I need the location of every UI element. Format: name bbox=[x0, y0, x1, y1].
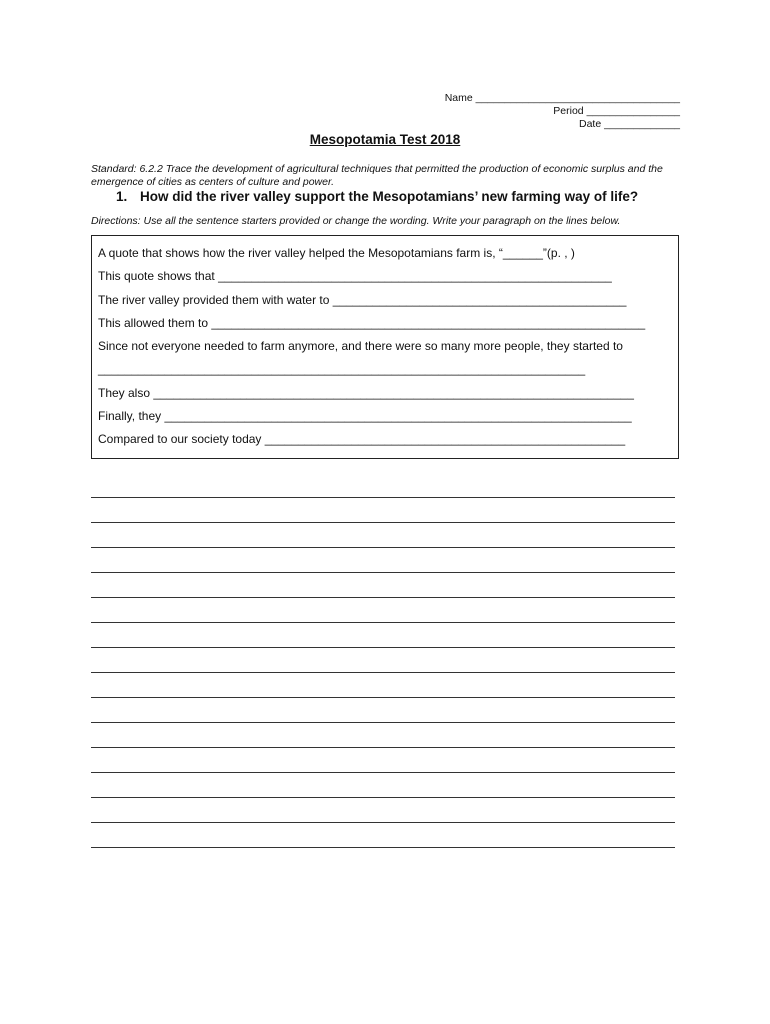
answer-line[interactable] bbox=[91, 847, 675, 872]
sentence-starter-started-to: Since not everyone needed to farm anymore, and there were so many more people, they started to bbox=[98, 339, 623, 354]
answer-line[interactable] bbox=[91, 747, 675, 772]
answer-line[interactable] bbox=[91, 622, 675, 647]
answer-line[interactable] bbox=[91, 572, 675, 597]
question-number: 1. bbox=[116, 189, 128, 204]
sentence-starter-allowed[interactable]: This allowed them to _________________________________________________________________ bbox=[98, 315, 646, 330]
answer-line[interactable] bbox=[91, 547, 675, 572]
sentence-starter-water[interactable]: The river valley provided them with water to ____________________________________________ bbox=[98, 292, 627, 307]
answer-line[interactable] bbox=[91, 672, 675, 697]
answer-line[interactable] bbox=[91, 697, 675, 722]
answer-line[interactable] bbox=[91, 647, 675, 672]
period-field[interactable]: Period ________________ bbox=[553, 105, 680, 117]
sentence-starter-blank-line[interactable]: _________________________________________________________________________ bbox=[98, 362, 586, 377]
answer-line[interactable] bbox=[91, 497, 675, 522]
sentence-starter-quote[interactable]: A quote that shows how the river valley helped the Mesopotamians farm is, “______”(p. , ) bbox=[98, 246, 575, 260]
answer-line[interactable] bbox=[91, 822, 675, 847]
sentence-starter-quote-shows[interactable]: This quote shows that ___________________________________________________________ bbox=[98, 269, 612, 284]
answer-line[interactable] bbox=[91, 597, 675, 622]
answer-line[interactable] bbox=[91, 772, 675, 797]
student-info-fields bbox=[445, 92, 680, 131]
name-field[interactable]: Name ___________________________________ bbox=[444, 92, 680, 104]
answer-line[interactable] bbox=[91, 797, 675, 822]
standard-text: Standard: 6.2.2 Trace the development of agricultural techniques that permitted the production of economic surplus and the emergence of cities as centers of culture and power. bbox=[91, 163, 663, 188]
sentence-starter-also[interactable]: They also ________________________________________________________________________ bbox=[98, 385, 634, 400]
question-text: How did the river valley support the Mesopotamians’ new farming way of life? bbox=[140, 189, 639, 204]
date-field[interactable]: Date _____________ bbox=[578, 118, 680, 130]
answer-lines bbox=[91, 497, 675, 872]
directions-text: Directions: Use all the sentence starters provided or change the wording. Write your paragraph on the lines below. bbox=[91, 215, 621, 227]
answer-line[interactable] bbox=[91, 522, 675, 547]
answer-line[interactable] bbox=[91, 722, 675, 747]
page-title: Mesopotamia Test 2018 bbox=[309, 132, 461, 147]
question-heading bbox=[116, 189, 638, 204]
sentence-starter-finally[interactable]: Finally, they ______________________________________________________________________ bbox=[98, 409, 632, 424]
sentence-starters-box bbox=[91, 235, 679, 459]
sentence-starter-compared[interactable]: Compared to our society today ______________________________________________________ bbox=[98, 432, 626, 447]
